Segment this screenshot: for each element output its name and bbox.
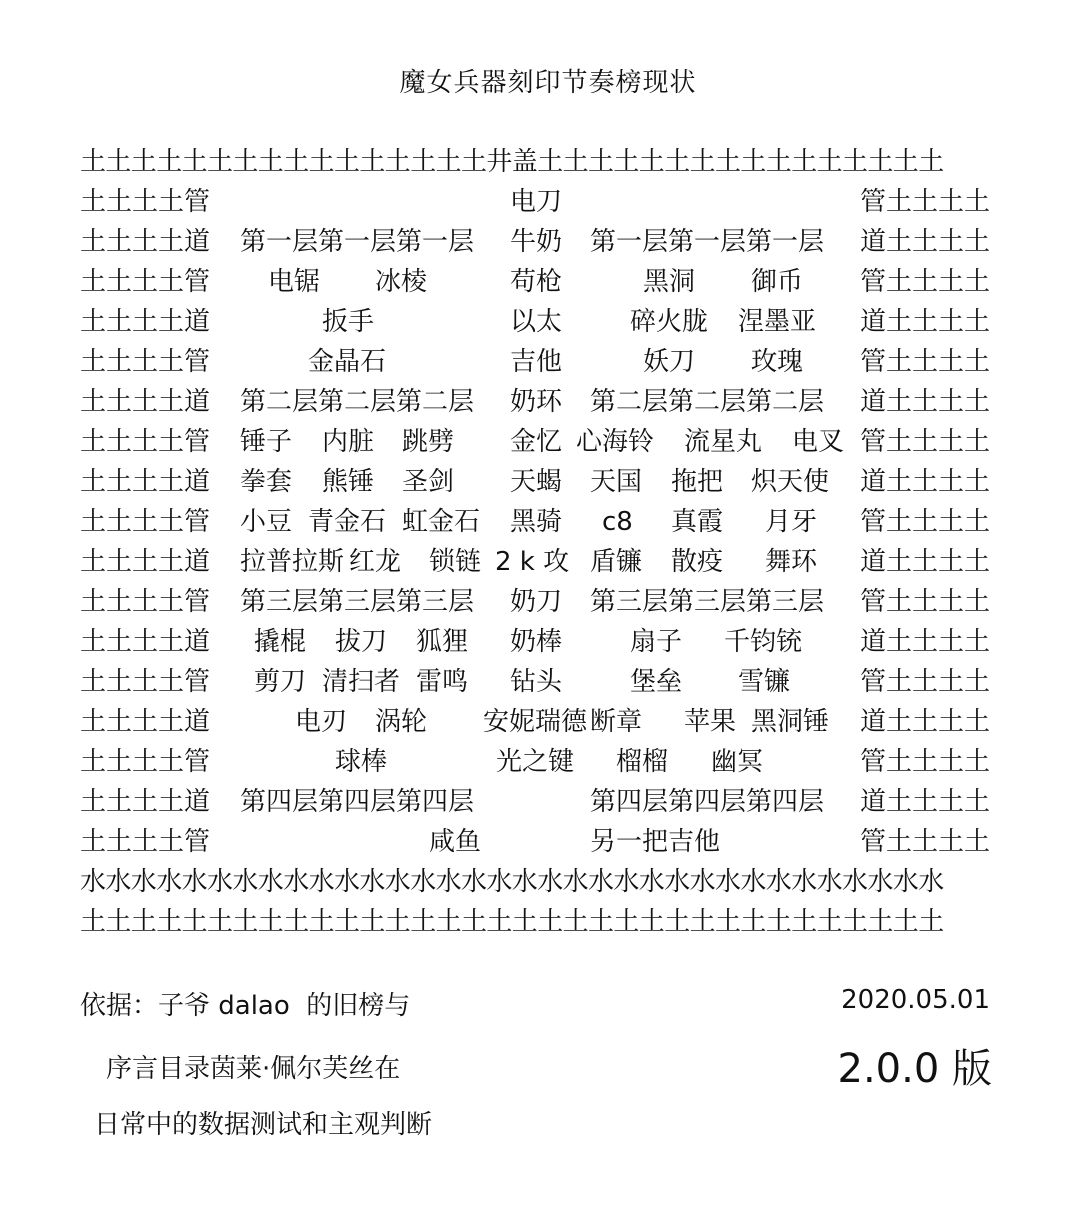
tier-cell: 流星丸 <box>684 427 763 457</box>
tier-cell: 雪镰 <box>738 667 791 697</box>
tier-cell: 第四层第四层第四层 <box>240 787 475 817</box>
tier-row <box>80 702 1000 742</box>
tier-cell: 管土土土土 <box>860 827 991 857</box>
tier-cell: 黑洞 <box>643 267 696 297</box>
tier-cell: 第二层第二层第二层 <box>590 387 825 417</box>
tier-cell: 道土土土土 <box>860 547 991 577</box>
tier-cell: 土土土土道 <box>80 707 211 737</box>
tier-cell: 天蝎 <box>510 467 563 497</box>
tier-row <box>80 182 1000 222</box>
tier-cell: 管土土土土 <box>860 267 991 297</box>
tier-cell: 圣剑 <box>402 467 455 497</box>
tier-cell: 拔刀 <box>335 627 388 657</box>
tier-cell: 牛奶 <box>510 227 563 257</box>
tier-cell: 心海铃 <box>576 427 655 457</box>
border-line: 水水水水水水水水水水水水水水水水水水水水水水水水水水水水水水水水水水 <box>80 867 944 897</box>
tier-cell: 金晶石 <box>308 347 387 377</box>
tier-cell: 管土土土土 <box>860 667 991 697</box>
tier-row <box>80 822 1000 862</box>
tier-cell: 土土土土道 <box>80 547 211 577</box>
tier-cell: 跳劈 <box>402 427 455 457</box>
tier-cell: 光之键 <box>496 747 575 777</box>
tier-cell: 钻头 <box>510 667 563 697</box>
tier-row <box>80 582 1000 622</box>
tier-cell: 第四层第四层第四层 <box>590 787 825 817</box>
tier-cell: 土土土土管 <box>80 427 211 457</box>
tier-cell: 断章 <box>590 707 643 737</box>
tier-cell: 真霞 <box>671 507 724 537</box>
tier-cell: 球棒 <box>335 747 388 777</box>
tier-cell: 以太 <box>510 307 563 337</box>
tier-cell: 土土土土道 <box>80 787 211 817</box>
tier-row <box>80 782 1000 822</box>
tier-cell: 道土土土土 <box>860 787 991 817</box>
tier-cell: 道土土土土 <box>860 227 991 257</box>
tier-row <box>80 422 1000 462</box>
tier-cell: 涡轮 <box>375 707 428 737</box>
tier-cell: 道土土土土 <box>860 387 991 417</box>
tier-cell: 道土土土土 <box>860 627 991 657</box>
tier-cell: 电刃 <box>295 707 348 737</box>
tier-cell: 电刀 <box>510 187 563 217</box>
tier-row <box>80 622 1000 662</box>
tier-cell: 月牙 <box>765 507 818 537</box>
tier-cell: 管土土土土 <box>860 747 991 777</box>
basis-line-3: 日常中的数据测试和主观判断 <box>94 1110 433 1140</box>
tier-cell: 拉普拉斯 <box>240 547 345 577</box>
tier-cell: 玫瑰 <box>751 347 804 377</box>
tier-cell: 虹金石 <box>402 507 481 537</box>
tier-row <box>80 742 1000 782</box>
tier-cell: 堡垒 <box>630 667 683 697</box>
tier-cell: 道土土土土 <box>860 707 991 737</box>
tier-cell: 撬棍 <box>254 627 307 657</box>
tier-cell: 管土土土土 <box>860 507 991 537</box>
basis-line-1: 依据：子爷 dalao 的旧榜与 <box>80 991 411 1021</box>
tier-cell: 电叉 <box>792 427 845 457</box>
tier-cell: 管土土土土 <box>860 187 991 217</box>
tier-cell: 锁链 <box>429 547 482 577</box>
tier-cell: 第二层第二层第二层 <box>240 387 475 417</box>
tier-cell: 幽冥 <box>711 747 764 777</box>
tier-cell: 奶环 <box>510 387 563 417</box>
tier-cell: 土土土土管 <box>80 187 211 217</box>
tier-cell: 土土土土管 <box>80 587 211 617</box>
tier-cell: 奶棒 <box>510 627 563 657</box>
tier-row <box>80 902 1000 942</box>
tier-cell: 第一层第一层第一层 <box>240 227 475 257</box>
tier-cell: 拳套 <box>240 467 293 497</box>
basis-line-2: 序言目录茵莱·佩尔芙丝在 <box>106 1054 401 1084</box>
tier-cell: 狐狸 <box>416 627 469 657</box>
tier-cell: 管土土土土 <box>860 347 991 377</box>
tier-cell: 另一把吉他 <box>590 827 721 857</box>
tier-cell: 炽天使 <box>751 467 830 497</box>
tier-cell: 清扫者 <box>322 667 401 697</box>
tier-cell: 管土土土土 <box>860 427 991 457</box>
tier-cell: 苟枪 <box>510 267 563 297</box>
tier-cell: 道土土土土 <box>860 467 991 497</box>
tier-cell: 盾镰 <box>590 547 643 577</box>
tier-row <box>80 222 1000 262</box>
tier-row <box>80 382 1000 422</box>
tier-cell: 涅墨亚 <box>738 307 817 337</box>
tier-cell: 2 k 攻 <box>495 547 570 577</box>
tier-cell: 黑骑 <box>510 507 563 537</box>
tier-cell: 咸鱼 <box>429 827 482 857</box>
tier-cell: 土土土土道 <box>80 627 211 657</box>
tier-cell: 道土土土土 <box>860 307 991 337</box>
tier-row <box>80 462 1000 502</box>
tier-cell: 土土土土道 <box>80 227 211 257</box>
tier-cell: 扇子 <box>630 627 683 657</box>
tier-cell: 剪刀 <box>254 667 307 697</box>
tier-cell: 土土土土管 <box>80 747 211 777</box>
tier-cell: 电锯 <box>268 267 321 297</box>
tier-cell: 榴榴 <box>616 747 669 777</box>
tier-cell: 安妮瑞德 <box>483 707 588 737</box>
tier-cell: 土土土土管 <box>80 507 211 537</box>
tier-cell: 土土土土管 <box>80 347 211 377</box>
tier-cell: 吉他 <box>510 347 563 377</box>
rhythm-tier-grid <box>80 142 1000 942</box>
tier-row <box>80 662 1000 702</box>
tier-cell: 苹果 <box>684 707 737 737</box>
tier-cell: 管土土土土 <box>860 587 991 617</box>
tier-cell: 青金石 <box>308 507 387 537</box>
tier-cell: 舞环 <box>765 547 818 577</box>
tier-cell: 土土土土管 <box>80 827 211 857</box>
tier-cell: 冰棱 <box>375 267 428 297</box>
tier-cell: 千钧铳 <box>724 627 803 657</box>
tier-cell: 土土土土道 <box>80 467 211 497</box>
tier-cell: 土土土土管 <box>80 667 211 697</box>
release-date: 2020.05.01 <box>841 985 990 1015</box>
tier-row <box>80 142 1000 182</box>
tier-row <box>80 302 1000 342</box>
tier-cell: 妖刀 <box>643 347 696 377</box>
tier-cell: 金忆 <box>510 427 563 457</box>
border-line: 土土土土土土土土土土土土土土土土井盖土土土土土土土土土土土土土土土土 <box>80 147 944 177</box>
tier-cell: 土土土土道 <box>80 387 211 417</box>
tier-cell: 熊锤 <box>322 467 375 497</box>
page-title: 魔女兵器刻印节奏榜现状 <box>399 68 697 98</box>
tier-cell: 碎火胧 <box>630 307 709 337</box>
tier-cell: 黑洞锤 <box>751 707 830 737</box>
tier-cell: 拖把 <box>671 467 724 497</box>
tier-row <box>80 262 1000 302</box>
tier-cell: c8 <box>602 507 633 537</box>
tier-cell: 红龙 <box>349 547 402 577</box>
tier-cell: 第三层第三层第三层 <box>240 587 475 617</box>
tier-row <box>80 502 1000 542</box>
tier-row <box>80 862 1000 902</box>
tier-row <box>80 342 1000 382</box>
version-label: 2.0.0 版 <box>837 1046 992 1092</box>
tier-cell: 第三层第三层第三层 <box>590 587 825 617</box>
border-line: 土土土土土土土土土土土土土土土土土土土土土土土土土土土土土土土土土土 <box>80 907 944 937</box>
tier-cell: 土土土土管 <box>80 267 211 297</box>
tier-cell: 天国 <box>590 467 643 497</box>
tier-cell: 内脏 <box>322 427 375 457</box>
tier-cell: 御币 <box>751 267 804 297</box>
tier-cell: 雷鸣 <box>416 667 469 697</box>
tier-cell: 第一层第一层第一层 <box>590 227 825 257</box>
tier-cell: 散疫 <box>671 547 724 577</box>
tier-cell: 锤子 <box>240 427 293 457</box>
tier-cell: 扳手 <box>322 307 375 337</box>
tier-cell: 小豆 <box>240 507 293 537</box>
tier-cell: 奶刀 <box>510 587 563 617</box>
tier-cell: 土土土土道 <box>80 307 211 337</box>
tier-row <box>80 542 1000 582</box>
